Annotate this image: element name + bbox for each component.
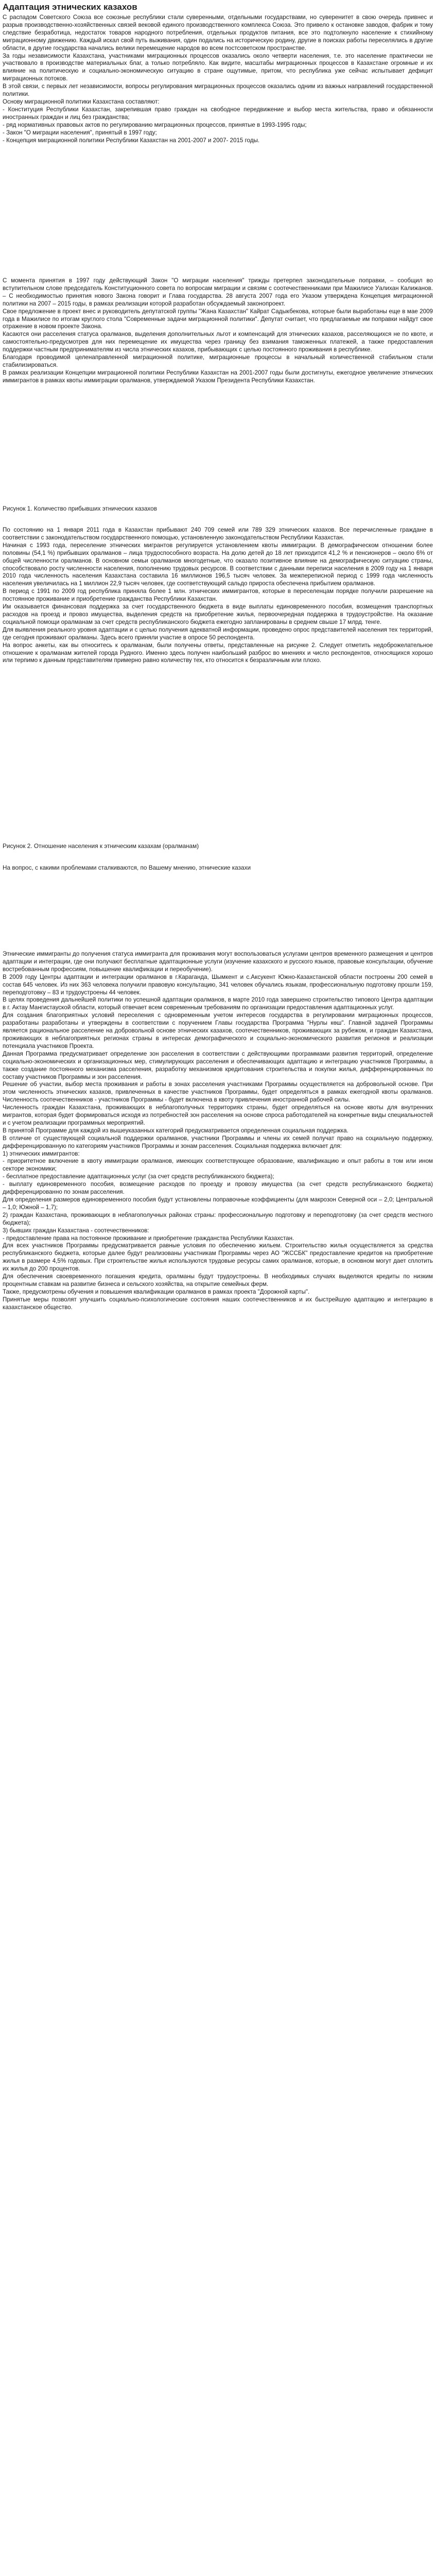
paragraph: На вопрос анкеты, как вы относитесь к оралманам, были получены ответы, представленные на рисунке 2. Следует отметить недоброжелательное отношение к оралманам жителей города Рудного. Именно здесь получен наибольший разброс во мнениях и число респондентов, относящихся хорошо или терпимо к данным представителям примерно равно количеству тех, кто относится к безразличным или плохо. xyxy=(3,641,433,664)
paragraph: Касаются они расселения статуса оралманов, выделения дополнительных льгот и компенсаций для этнических казахов, расселяющихся не по квоте, и самостоятельно-предусмотрев для них перемещение их имущества через границу без взимания таможенных платежей, а также предоставления поддержки частным предпринимателям из числа этнических казахов, прибывающих с целью постоянного проживания в республике. xyxy=(3,331,433,353)
paragraph: С распадом Советского Союза все союзные республики стали суверенными, отдельными государствами, но суверенитет в свою очередь привнес и разрыв производственно-хозяйственных связей вековой единого производственного комплекса Союза. Это привело к остановке заводов, фабрик и тому следствие безработица, недостаток товаров народного потребления, отдельных продуктов питания, все это подтолкнуло население к стихийному миграционному движению. Каждый искал свой путь выживания, один подались на историческую родину, другие в поисках работы переселялись в другие области, в другие государства начались велики перемещение народов во всем постсоветском пространстве. xyxy=(3,14,433,52)
figure-2-question: На вопрос, с какими проблемами сталкиваются, по Вашему мнению, этнические казахи xyxy=(3,864,251,871)
paragraph: Начиная с 1993 года, переселение этнических мигрантов регулируется установлением квоты иммиграции. В демографическом отношении более половины (54,1 %) прибывших оралманов – лица трудоспособного возраста. На долю детей до 18 лет приходится 41,2 % и пенсионеров – около 6% от общей численности оралманов. В основном семьи оралманов многодетные, что оказало позитивное влияние на демографическую ситуацию страны, способствовало росту численности населения, пополнению трудовых ресурсов. В соответствии с данными переписи населения в 2009 году на 1 января 2010 года численность населения Казахстана составила 16 миллионов 196,5 тысяч человек. За межпереписной период с 1999 года численность населения увеличилась на 1 миллион 22,9 тысяч человек, где соответствующий сальдо прироста обеспечена прибытием оралманов. xyxy=(3,541,433,587)
paragraph: 2) граждан Казахстана, проживающих в неблагополучных районах страны: профессиональную подготовку и переподготовку (за счет средств местного бюджета); xyxy=(3,1211,433,1226)
section-law xyxy=(3,277,433,385)
paragraph: Свое предложение в проект внес и руководитель депутатской группы "Жана Казахстан" Кайрат Садыкбекова, которые были выработаны еще в мае 2009 года в Мажилисе по итогам круглого стола "Современные задачи миграционной политики". Депутат считает, что предлагаемые им поправки найдут свое отражение в новом проекте Закона. xyxy=(3,308,433,330)
paragraph: Данная Программа предусматривает определение зон расселения в соответствии с действующими программами развития территорий, определение социально-экономических и организационных мер, стимулирующих расселения и обеспечивающих адаптацию и интеграцию участников Программы, а также создание постоянного механизма расселения, разработку механизмов кредитования строительства и покупки жилья, дифференцированных по составу участников Программы и зон расселения. xyxy=(3,1050,433,1080)
paragraph: - Закон "О миграции населения", принятый в 1997 году; xyxy=(3,129,157,136)
paragraph: В принятой Программе для каждой из вышеуказанных категорий предусматривается определенная социальная поддержка. xyxy=(3,1127,348,1134)
paragraph: Им оказывается финансовая поддержка за счет государственного бюджета в виде выплаты единовременного пособия, возмещения транспортных расходов на проезд и провоз имущества, выделения средств на приобретение жилья, первоочередная поддержка в трудоустройстве. На оказание социальной помощи оралманам за счет средств республиканского бюджета ежегодно запланированы в среднем свыше 17 млрд. тенге. xyxy=(3,603,433,625)
paragraph: - ряд нормативных правовых актов по регулированию миграционных процессов, принятые в 1993-1995 годы; xyxy=(3,121,307,128)
paragraph: По состоянию на 1 января 2011 года в Казахстан прибывают 240 709 семей или 789 329 этнических казахов. Все перечисленные граждане в соответствии с законодательством государственного помощью, установленную законодательством Республики Казахстан. xyxy=(3,527,433,541)
paragraph: Решение об участии, выбор места проживания и работы в зонах расселения участниками Программы осуществляется на добровольной основе. При этом численность этнических казахов, привлеченных в качестве участников Программы, будет определяться в рамках ежегодной квоты оралманов. Численность соотечественников - участников Программы - будет включена в квоту привлечения иностранной рабочей силы. xyxy=(3,1081,433,1104)
paragraph: Благодаря проводимой целенаправленной миграционной политике, миграционные процессы в начальный количественной стабильном стали стабилизироваться. xyxy=(3,354,433,368)
paragraph: С момента принятия в 1997 году действующий Закон "О миграции населения" трижды претерпел законодательные поправки, – сообщил во вступительном слове председатель Конституционного совета по вопросам миграции и связям с соотечественниками при Мажилисе Уалихан Калижанов. – С необходимостью принятия нового Закона говорит и Глава государства. 28 августа 2007 года его Указом утверждена Концепция миграционной политики на 2007 – 2015 годы, в рамках реализации которой разработан обсуждаемый законопроект. xyxy=(3,277,433,307)
section-adaptation xyxy=(3,951,433,1312)
paragraph: - приоритетное включение в квоту иммиграции оралманов, имеющих соответствующее образование, квалификацию и опыт работы в том или ином секторе экономики; xyxy=(3,1158,433,1173)
paragraph: В рамках реализации Концепции миграционной политики Республики Казахстан на 2001-2007 годы были достигнуты, ежегодное увеличение этнических иммигрантов в рамках квоты иммиграции оралманов, утверждаемой Указом Президента Республики Казахстан. xyxy=(3,369,433,384)
paragraph: Этнические иммигранты до получения статуса иммигранта для проживания могут воспользоваться услугами центров временного размещения и центров адаптации и интеграции, где они получают бесплатные адаптационные услуги (изучение казахского и русского языков, правовые консультации, обучение востребованным профессиям, повышение квалификации и переобучение). xyxy=(3,951,433,973)
paragraph: В этой связи, с первых лет независимости, вопросы регулирования миграционных процессов оказались одним из важных направлений государственной политики. xyxy=(3,83,433,98)
paragraph: Для выявления реального уровня адаптации и с целью получения адекватной информации, проведено опрос представителей населения тех территорий, где сегодня проживают оралманы. Здесь всего приняли участие в опросе 50 респондента. xyxy=(3,626,433,641)
paragraph: - выплату единовременного пособия, возмещение расходов по проезду и провозу имущества (за счет средств республиканского бюджета) дифференцированно по зонам расселения. xyxy=(3,1181,433,1196)
paragraph: Для обеспечения своевременного погашения кредита, оралманы будут трудоустроены. В необходимых случаях выделяются кредиты по низким процентным ставкам на развитие бизнеса и сельского хозяйства, на открытие семейных ферм. xyxy=(3,1273,433,1287)
paragraph: Принятые меры позволят улучшить социально-психологические состояния наших соотечественников и их быстрейшую адаптацию и интеграцию в казахстанское общество. xyxy=(3,1296,433,1311)
paragraph: Численность граждан Казахстана, проживающих в неблагополучных территориях страны, будет определяться на основе квоты для внутренних мигрантов, которая будет формироваться исходя из потребностей зон расселения на основе спроса работодателей на конкретные виды специальностей и с учетом реализации программных мероприятий. xyxy=(3,1104,433,1126)
paragraph: За годы независимости Казахстана, участниками миграционных процессов оказались около четверти населения, т.е. это население практически не участвовало в производстве материальных благ, а только потребляло. Как видите, масштабы миграционных процессов в Казахстане огромные и их влияние на политическую и социально-экономическую ситуацию в стране ощутимые, притом, что республика уже сейчас испытывает дефицит миграционных потоков. xyxy=(3,52,433,82)
section-intro xyxy=(3,14,433,144)
paragraph: В отличие от существующей социальной поддержки оралманов, участники Программы и члены их семей получат право на социальную поддержку, дифференцированную по категориям участников Программы и зонам расселения. Социальная поддержка включает для: xyxy=(3,1134,433,1149)
paragraph: - Конституция Республики Казахстан, закрепившая право граждан на свободное передвижение и выбор места жительства, право и обязанности иностранных граждан и лиц без гражданства; xyxy=(3,106,433,121)
paragraph: Также, предусмотрены обучения и повышения квалификации оралманов в рамках проекта "Дорожной карты". xyxy=(3,1288,310,1295)
paragraph: Для создания благоприятных условий переселения с одновременным учетом интересов государства в регулировании миграционных процессов, разработаны разработаны и утверждены в соответствии с поручением Главы государства Программа "Нурлы көш". Главной задачей Программы является рациональное расселение на добровольной основе этнических казахов, соотечественников, проживающих за рубежом, и граждан Казахстана, проживающих в неблагоприятных регионах страны в интересах демографического и социально-экономического развития регионов и реализации потенциала участников Проекта. xyxy=(3,1012,433,1049)
paragraph: 1) этнических иммигрантов: xyxy=(3,1150,80,1157)
paragraph: Для определения размеров единовременного пособия будут установлены поправочные коэффициенты (для макрозон Северной оси – 2,0; Центральной – 1,0; Южной – 1,7); xyxy=(3,1196,433,1211)
paragraph: - Концепция миграционной политики Республики Казахстан на 2001-2007 и 2007- 2015 годы. xyxy=(3,137,260,144)
paragraph: - предоставление права на постоянное проживание и приобретение гражданства Республики Казахстан. xyxy=(3,1234,294,1242)
section-stats xyxy=(3,527,433,665)
paragraph: В целях проведения дальнейшей политики по успешной адаптации оралманов, в марте 2010 года завершено строительство типового Центра адаптации в г. Актау Мангистауской области, который отвечает всем современным требованиям по организации предоставления адаптационных услуг. xyxy=(3,996,433,1011)
paragraph: В период с 1991 по 2009 год республика приняла более 1 млн. этнических иммигрантов, которые в переселенцам порядке получили разрешение на постоянное проживание и приобретение гражданства Республики Казахстан. xyxy=(3,588,433,603)
paragraph: В 2009 году Центры адаптации и интеграции оралманов в г.Караганда, Шымкент и с.Аксукент Южно-Казахстанской области построены 200 семей в состав 645 человек. Из них 363 человека получили правовую консультацию, 341 человек обучались языкам, профессиональную подготовку прошли 159, переподготовку – 83 и трудоустроены 44 человек. xyxy=(3,973,433,996)
figure-1-caption: Рисунок 1. Количество прибывших этнических казахов xyxy=(3,505,157,512)
paragraph: Для всех участников Программы предусматривается равные условия по обеспечению жильем. Строительство жилья осуществляется за средства республиканского бюджета, которые далее будут реализованы участникам Программы через АО "ЖССБК" предоставление кредитов на приобретение жилья в размере 4,5% годовых. При строительстве жилья используются трудовые ресурсы самих оралманов, которые, в основном могут дает сплотить их жилья до 200 процентов. xyxy=(3,1242,433,1273)
article-title: Адаптация этнических казахов xyxy=(3,2,137,12)
paragraph: Основу миграционной политики Казахстана составляют: xyxy=(3,98,160,105)
paragraph: 3) бывших граждан Казахстана - соотечественников: xyxy=(3,1227,149,1234)
paragraph: - бесплатное предоставление адаптационных услуг (за счет средств республиканского бюджета); xyxy=(3,1173,274,1180)
figure-2-caption: Рисунок 2. Отношение населения к этническим казахам (оралманам) xyxy=(3,842,199,850)
